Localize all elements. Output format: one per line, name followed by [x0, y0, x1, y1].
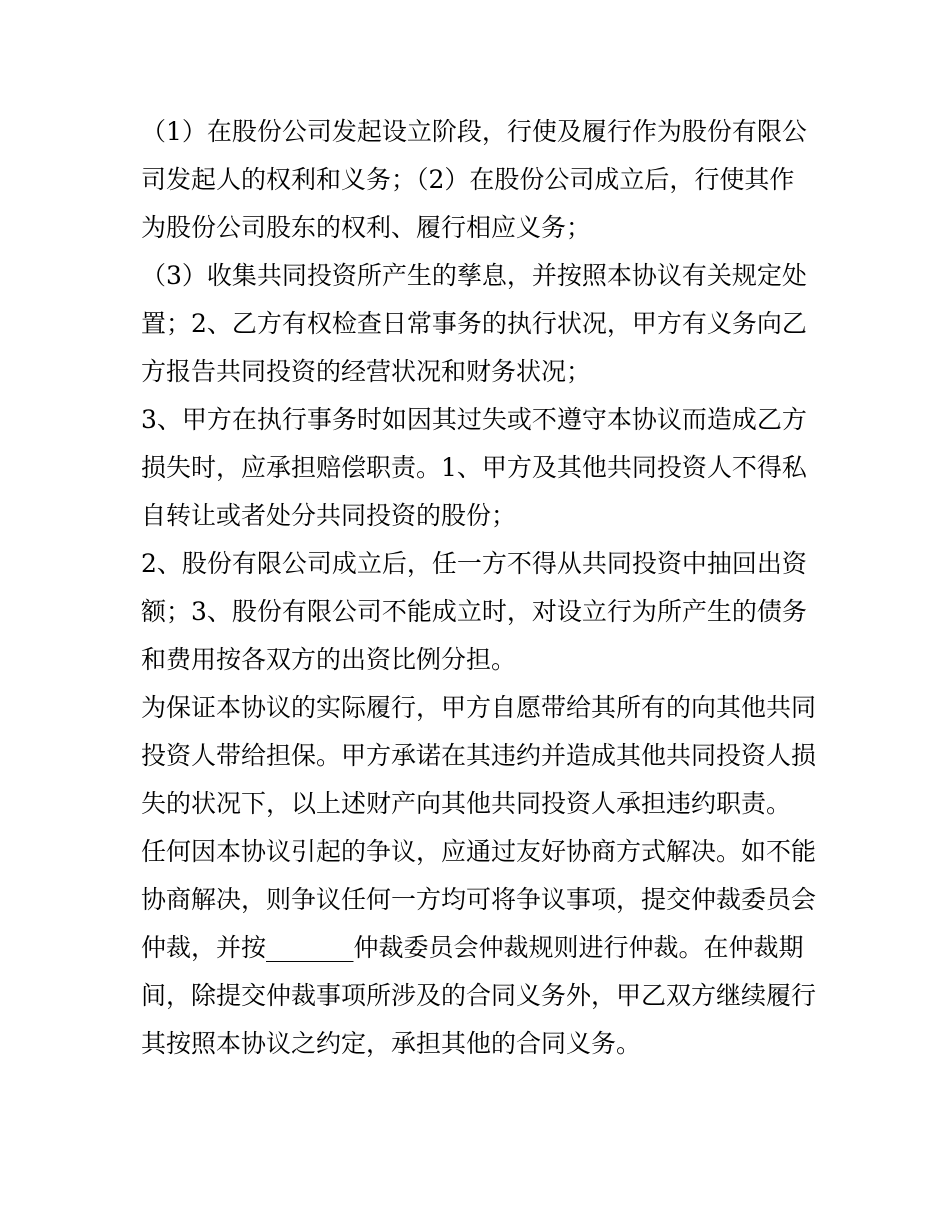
- text-line: 2、股份有限公司成立后，任一方不得从共同投资中抽回出资: [141, 549, 807, 578]
- document-body: [141, 108, 821, 1068]
- text-line: （3）收集共同投资所产生的孳息，并按照本协议有关规定处: [141, 261, 807, 290]
- text-line: 3、甲方在执行事务时如因其过失或不遵守本协议而造成乙方: [141, 405, 807, 434]
- text-line: 为股份公司股东的权利、履行相应义务；: [141, 213, 592, 242]
- text-line: 为保证本协议的实际履行，甲方自愿带给其所有的向其他共同: [141, 693, 817, 722]
- text-line: 任何因本协议引起的争议，应通过友好协商方式解决。如不能: [141, 837, 817, 866]
- text-line: 仲裁，并按_______仲裁委员会仲裁规则进行仲裁。在仲裁期: [141, 933, 804, 962]
- text-line: 损失时，应承担赔偿职责。1、甲方及其他共同投资人不得私: [141, 453, 807, 482]
- text-line: 失的状况下，以上述财产向其他共同投资人承担违约职责。: [141, 789, 792, 818]
- text-line: 司发起人的权利和义务；（2）在股份公司成立后，行使其作: [141, 165, 795, 194]
- text-line: 和费用按各双方的出资比例分担。: [141, 645, 517, 674]
- text-line: 额；3、股份有限公司不能成立时，对设立行为所产生的债务: [141, 597, 807, 626]
- text-line: 协商解决，则争议任何一方均可将争议事项，提交仲裁委员会: [141, 885, 817, 914]
- text-line: 置；2、乙方有权检查日常事务的执行状况，甲方有义务向乙: [141, 309, 807, 338]
- text-line: 其按照本协议之约定，承担其他的合同义务。: [141, 1029, 642, 1058]
- text-line: 自转让或者处分共同投资的股份；: [141, 501, 517, 530]
- text-line: 间，除提交仲裁事项所涉及的合同义务外，甲乙双方继续履行: [141, 981, 817, 1010]
- text-line: 投资人带给担保。甲方承诺在其违约并造成其他共同投资人损: [141, 741, 817, 770]
- text-line: 方报告共同投资的经营状况和财务状况；: [141, 357, 592, 386]
- text-line: （1）在股份公司发起设立阶段，行使及履行作为股份有限公: [141, 117, 807, 146]
